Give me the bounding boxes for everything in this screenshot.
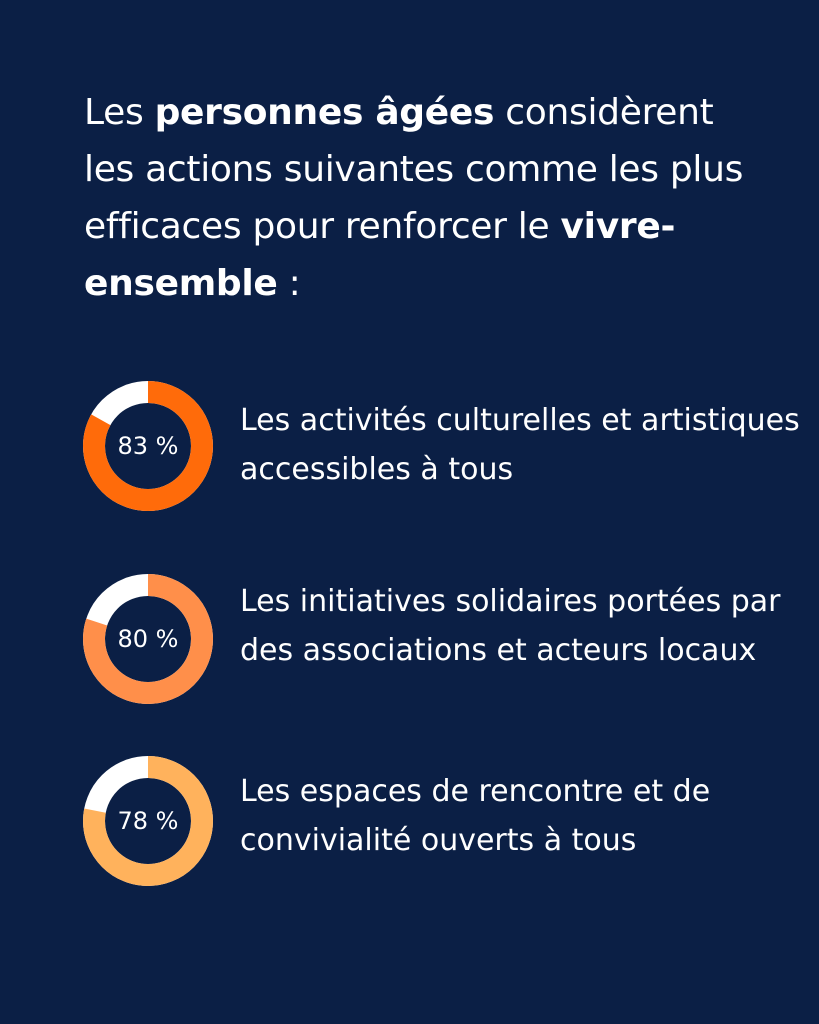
headline — [84, 84, 764, 312]
donut-chart-2 — [80, 571, 216, 707]
item-label-1: Les activités culturelles et artistiques accessibles à tous — [240, 403, 800, 487]
value-label-1: 83 % — [117, 432, 179, 460]
headline-part-3: : — [277, 263, 301, 304]
value-label-2: 80 % — [117, 625, 179, 653]
item-label-2: Les initiatives solidaires portées par des associations et acteurs locaux — [240, 584, 781, 668]
headline-part-1: Les — [84, 92, 155, 133]
donut-chart-1 — [80, 378, 216, 514]
donut-chart-3 — [80, 753, 216, 889]
value-label-3: 78 % — [117, 807, 179, 835]
headline-part-2: considèrent les actions suivantes comme les plus efficaces pour renforcer le — [84, 92, 744, 247]
headline-emphasis-1: personnes âgées — [154, 92, 495, 133]
headline-emphasis-2: vivre-ensemble — [84, 206, 676, 304]
item-label-3: Les espaces de rencontre et de convivialité ouverts à tous — [240, 774, 711, 858]
